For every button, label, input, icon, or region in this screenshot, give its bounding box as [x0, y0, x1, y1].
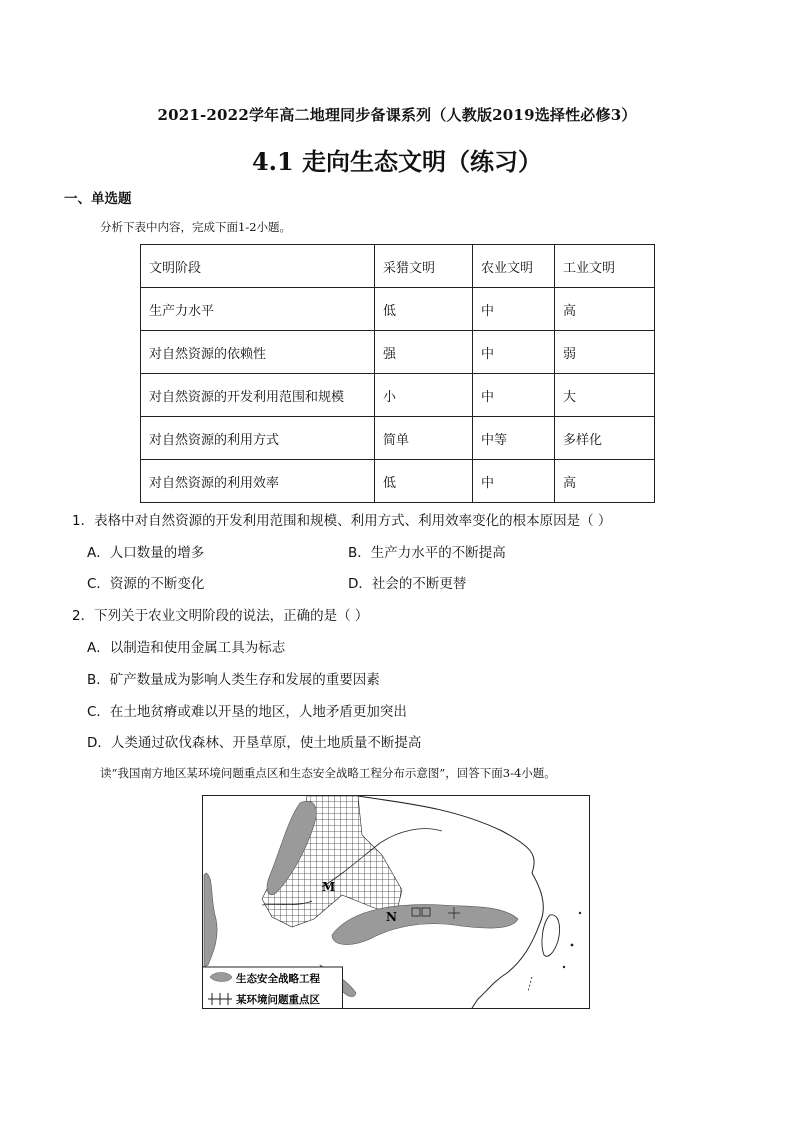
table-row [141, 374, 655, 417]
table-header-cell: 采猎文明 [375, 245, 473, 288]
table-cell: 弱 [555, 331, 655, 374]
table-cell: 中 [473, 460, 555, 503]
table-cell: 中 [473, 331, 555, 374]
page-title: 4.1 走向生态文明（练习） [251, 147, 543, 176]
question-1-option-d[interactable]: D．社会的不断更替 [348, 576, 467, 592]
table-cell: 中 [473, 288, 555, 331]
table-row [141, 331, 655, 374]
question-1-option-a[interactable]: A．人口数量的增多 [87, 545, 205, 561]
legend-gray-swatch [210, 973, 232, 982]
label-m: M [322, 880, 336, 894]
question-intro-1-2: 分析下表中内容，完成下面1-2小题。 [100, 220, 292, 234]
table-header-cell: 文明阶段 [141, 245, 375, 288]
legend-grid-swatch [208, 993, 232, 1005]
table-cell: 强 [375, 331, 473, 374]
table-cell: 低 [375, 288, 473, 331]
table-cell: 中等 [473, 417, 555, 460]
question-2-option-c[interactable]: C．在土地贫瘠或难以开垦的地区，人地矛盾更加突出 [87, 704, 407, 720]
question-2-stem: 2．下列关于农业文明阶段的说法，正确的是（ ） [72, 608, 369, 624]
question-1-option-b[interactable]: B．生产力水平的不断提高 [348, 545, 506, 561]
question-1-stem: 1．表格中对自然资源的开发利用范围和规模、利用方式、利用效率变化的根本原因是（ ） [72, 513, 612, 529]
table-cell: 低 [375, 460, 473, 503]
table-cell: 中 [473, 374, 555, 417]
series-title: 2021-2022学年高二地理同步备课系列（人教版2019选择性必修3） [157, 106, 637, 124]
question-2-option-b[interactable]: B．矿产数量成为影响人类生存和发展的重要因素 [87, 672, 380, 688]
table-header-cell: 工业文明 [555, 245, 655, 288]
table-cell: 大 [555, 374, 655, 417]
table-cell: 对自然资源的开发利用范围和规模 [141, 374, 375, 417]
table-cell: 生产力水平 [141, 288, 375, 331]
table-header-row [141, 245, 655, 288]
table-row [141, 417, 655, 460]
table-cell: 对自然资源的依赖性 [141, 331, 375, 374]
table-cell: 高 [555, 288, 655, 331]
table-cell: 多样化 [555, 417, 655, 460]
question-1-option-c[interactable]: C．资源的不断变化 [87, 576, 205, 592]
table-cell: 简单 [375, 417, 473, 460]
island-dot [563, 966, 565, 968]
question-2-option-d[interactable]: D．人类通过砍伐森林、开垦草原，使土地质量不断提高 [87, 735, 422, 751]
island-dot [571, 944, 574, 947]
table-row [141, 460, 655, 503]
table-cell: 对自然资源的利用效率 [141, 460, 375, 503]
table-cell: 对自然资源的利用方式 [141, 417, 375, 460]
legend-engineering-label: 生态安全战略工程 [236, 973, 320, 985]
question-2-option-a[interactable]: A．以制造和使用金属工具为标志 [87, 640, 286, 656]
question-intro-3-4: 读“我国南方地区某环境问题重点区和生态安全战略工程分布示意图”，回答下面3-4小题。 [100, 766, 556, 780]
table-cell: 小 [375, 374, 473, 417]
civilization-stage-table [140, 244, 655, 503]
legend-problem-label: 某环境问题重点区 [236, 994, 320, 1006]
label-n: N [386, 910, 397, 924]
island-dot [579, 912, 581, 914]
table-header-cell: 农业文明 [473, 245, 555, 288]
southern-china-map [202, 795, 590, 1009]
section-heading: 一、单选题 [64, 191, 132, 207]
table-cell: 高 [555, 460, 655, 503]
table-row [141, 288, 655, 331]
